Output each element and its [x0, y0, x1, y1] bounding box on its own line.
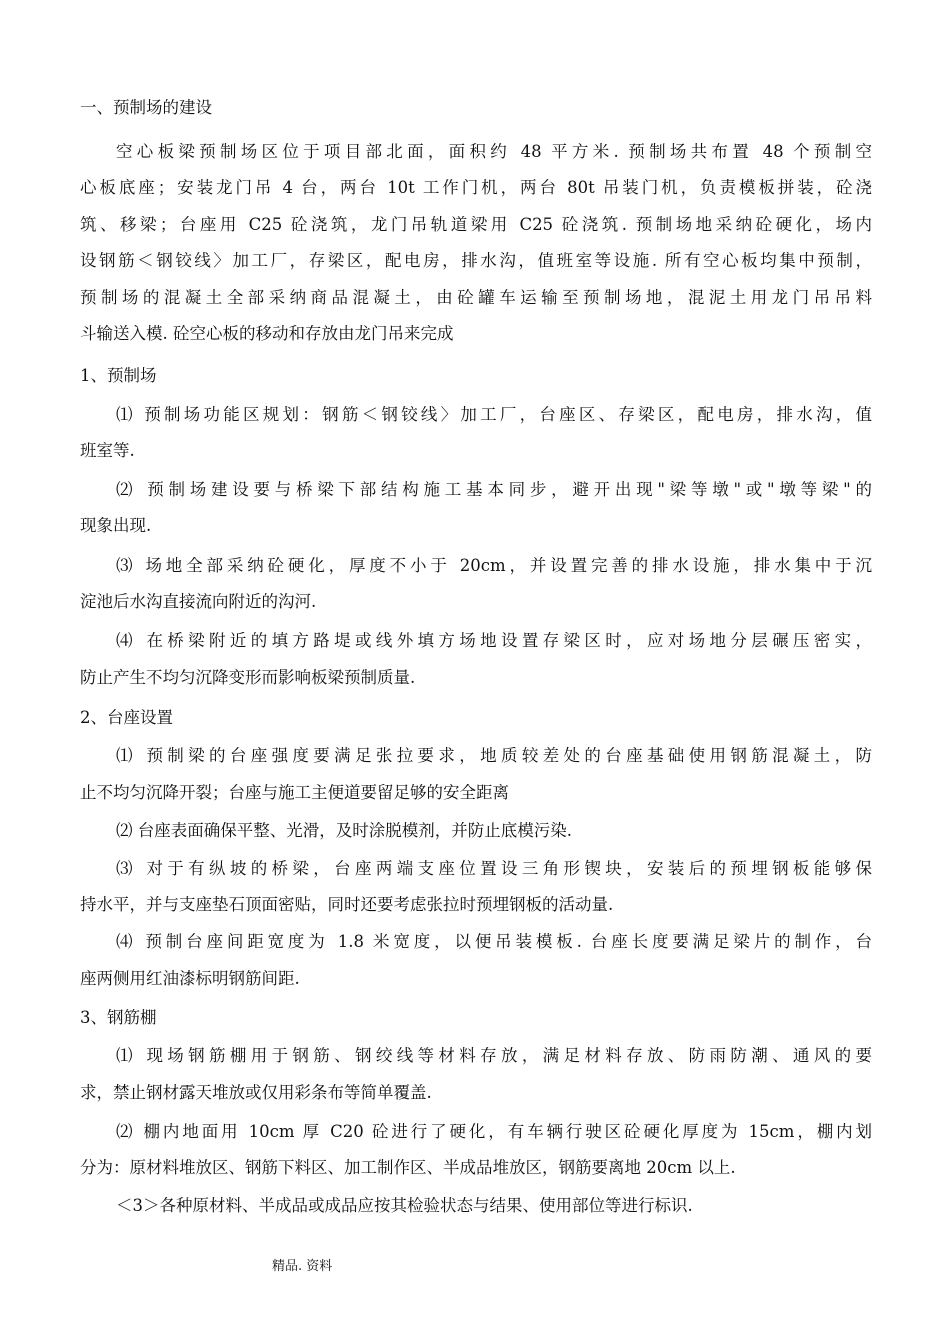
paragraph-line: ⑵ 预制场建设要与桥梁下部结构施工基本同步，避开出现"梁等墩"或"墩等梁"的 [116, 480, 872, 499]
paragraph-line: ⑵ 台座表面确保平整、光滑，及时涂脱模剂，并防止底模污染. [116, 821, 572, 840]
paragraph-line: 分为：原材料堆放区、钢筋下料区、加工制作区、半成品堆放区，钢筋要离地 20cm 以上. [80, 1158, 736, 1177]
paragraph-line: 座两侧用红油漆标明钢筋间距. [80, 969, 300, 988]
paragraph-line: 持水平，并与支座垫石顶面密贴，同时还要考虑张拉时预埋钢板的活动量. [80, 895, 614, 914]
paragraph-line: ⑴ 预制梁的台座强度要满足张拉要求，地质较差处的台座基础使用钢筋混凝土，防 [116, 746, 872, 765]
section-heading: 一、预制场的建设 [80, 98, 212, 117]
paragraph-line: ⑷ 预制台座间距宽度为 1.8 米宽度，以便吊装模板. 台座长度要满足梁片的制作，台 [116, 932, 872, 951]
paragraph-line: ⑵ 棚内地面用 10cm 厚 C20 砼进行了硬化，有车辆行驶区砼硬化厚度为 15cm，棚内划 [116, 1122, 872, 1141]
paragraph-line: 淀池后水沟直接流向附近的沟河. [80, 592, 317, 611]
subsection-heading: 3、钢筋棚 [80, 1008, 157, 1027]
paragraph-line: ＜3＞各种原材料、半成品或成品应按其检验状态与结果、使用部位等进行标识. [116, 1196, 693, 1215]
paragraph-line: 预制场的混凝土全部采纳商品混凝土，由砼罐车运输至预制场地，混泥土用龙门吊吊料 [80, 288, 872, 307]
paragraph-line: 空心板梁预制场区位于项目部北面，面积约 48 平方米. 预制场共布置 48 个预制空 [116, 142, 872, 161]
paragraph-line: 现象出现. [80, 516, 152, 535]
subsection-heading: 1、预制场 [80, 366, 157, 385]
paragraph-line: ⑷ 在桥梁附近的填方路堤或线外填方场地设置存梁区时，应对场地分层碾压密实， [116, 631, 872, 650]
subsection-heading: 2、台座设置 [80, 708, 173, 727]
paragraph-line: ⑴ 现场钢筋棚用于钢筋、钢绞线等材料存放，满足材料存放、防雨防潮、通风的要 [116, 1046, 872, 1065]
paragraph-line: 心板底座；安装龙门吊 4 台，两台 10t 工作门机，两台 80t 吊装门机，负责模板拼装，砼浇 [80, 178, 872, 197]
paragraph-line: 止不均匀沉降开裂；台座与施工主便道要留足够的安全距离 [80, 783, 509, 802]
paragraph-line: ⑶ 场地全部采纳砼硬化，厚度不小于 20cm，并设置完善的排水设施，排水集中于沉 [116, 556, 872, 575]
paragraph-line: 防止产生不均匀沉降变形而影响板梁预制质量. [80, 668, 416, 687]
paragraph-line: 求，禁止钢材露天堆放或仅用彩条布等简单覆盖. [80, 1083, 432, 1102]
paragraph-line: 班室等. [80, 441, 135, 460]
paragraph-line: 斗输送入模. 砼空心板的移动和存放由龙门吊来完成 [80, 324, 454, 343]
page-footer: 精品. 资料 [272, 1259, 333, 1274]
paragraph-line: ⑴ 预制场功能区规划：钢筋＜钢铰线〉加工厂，台座区、存梁区，配电房，排水沟，值 [116, 405, 872, 424]
paragraph-line: 设钢筋＜钢铰线〉加工厂，存梁区，配电房，排水沟，值班室等设施. 所有空心板均集中预制， [80, 251, 872, 270]
paragraph-line: ⑶ 对于有纵坡的桥梁，台座两端支座位置设三角形锲块，安装后的预埋钢板能够保 [116, 859, 872, 878]
paragraph-line: 筑、移梁；台座用 C25 砼浇筑，龙门吊轨道梁用 C25 砼浇筑. 预制场地采纳砼硬化，场内 [80, 215, 872, 234]
